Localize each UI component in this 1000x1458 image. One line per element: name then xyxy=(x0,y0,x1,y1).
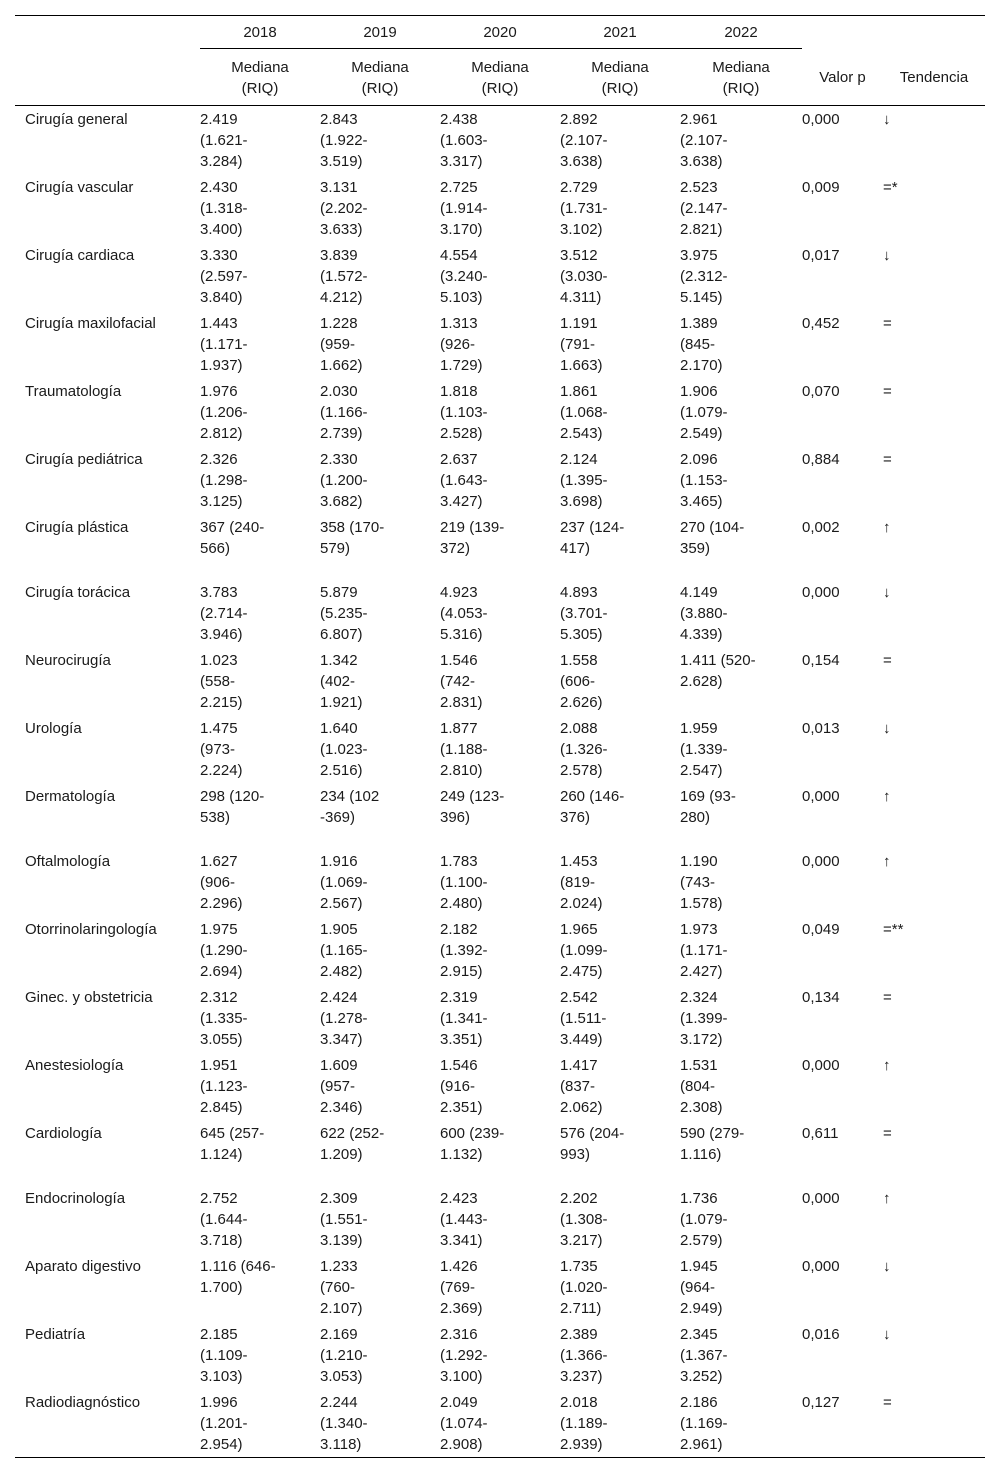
row-label: Dermatología xyxy=(25,788,116,805)
median-cell: 1.233 (760-2.107) xyxy=(320,1258,363,1317)
median-cell: 1.627 (906-2.296) xyxy=(200,853,243,912)
row-label: Traumatología xyxy=(25,383,122,400)
median-cell: 2.892 (2.107-3.638) xyxy=(560,111,608,170)
median-cell: 4.554 (3.240-5.103) xyxy=(440,247,488,306)
median-cell: 2.030 (1.166-2.739) xyxy=(320,383,368,442)
median-cell: 576 (204-993) xyxy=(560,1125,625,1163)
row-label: Cirugía plástica xyxy=(25,519,129,536)
median-cell: 219 (139-372) xyxy=(440,519,505,557)
median-cell: 1.996 (1.201-2.954) xyxy=(200,1394,248,1453)
median-cell: 1.640 (1.023-2.516) xyxy=(320,720,368,779)
median-cell: 1.313 (926-1.729) xyxy=(440,315,483,374)
row-label: Cirugía pediátrica xyxy=(25,451,143,468)
pvalue-cell: 0,134 xyxy=(802,989,840,1006)
median-cell: 1.735 (1.020-2.711) xyxy=(560,1258,608,1317)
table-row xyxy=(15,1120,985,1185)
trend-cell: = xyxy=(883,383,892,400)
median-cell: 1.736 (1.079-2.579) xyxy=(680,1190,728,1249)
trend-cell: = xyxy=(883,1125,892,1142)
median-cell: 1.965 (1.099-2.475) xyxy=(560,921,608,980)
median-cell: 3.975 (2.312-5.145) xyxy=(680,247,728,306)
row-label: Ginec. y obstetricia xyxy=(25,989,153,1006)
median-cell: 1.945 (964-2.949) xyxy=(680,1258,723,1317)
pvalue-cell: 0,000 xyxy=(802,1190,840,1207)
median-cell: 1.951 (1.123-2.845) xyxy=(200,1057,248,1116)
year-header: 2021 xyxy=(560,16,680,49)
row-label: Anestesiología xyxy=(25,1057,124,1074)
median-cell: 2.316 (1.292-3.100) xyxy=(440,1326,488,1385)
median-cell: 3.512 (3.030-4.311) xyxy=(560,247,608,306)
median-cell: 645 (257-1.124) xyxy=(200,1125,265,1163)
trend-cell: = xyxy=(883,652,892,669)
median-cell: 2.389 (1.366-3.237) xyxy=(560,1326,608,1385)
pvalue-cell: 0,154 xyxy=(802,652,840,669)
year-header: 2022 xyxy=(680,16,802,49)
pvalue-cell: 0,611 xyxy=(802,1125,839,1142)
median-cell: 237 (124-417) xyxy=(560,519,625,557)
pvalue-cell: 0,070 xyxy=(802,383,840,400)
trend-cell: =** xyxy=(883,921,904,938)
median-cell: 2.430 (1.318-3.400) xyxy=(200,179,248,238)
row-label: Urología xyxy=(25,720,82,737)
trend-cell: ↓ xyxy=(883,247,891,264)
median-cell: 4.893 (3.701-5.305) xyxy=(560,584,608,643)
pvalue-cell: 0,017 xyxy=(802,247,840,264)
median-cell: 260 (146-376) xyxy=(560,788,625,826)
median-cell: 2.124 (1.395-3.698) xyxy=(560,451,608,510)
corner-cell xyxy=(15,16,200,106)
trend-header: Tendencia xyxy=(899,69,969,86)
median-cell: 3.783 (2.714-3.946) xyxy=(200,584,248,643)
pvalue-cell: 0,049 xyxy=(802,921,840,938)
median-cell: 1.475 (973-2.224) xyxy=(200,720,243,779)
median-cell: 298 (120-538) xyxy=(200,788,265,826)
trend-cell: = xyxy=(883,989,892,1006)
median-cell: 1.190 (743-1.578) xyxy=(680,853,723,912)
median-cell: 358 (170-579) xyxy=(320,519,385,557)
median-cell: 2.049 (1.074-2.908) xyxy=(440,1394,488,1453)
median-cell: 2.424 (1.278-3.347) xyxy=(320,989,368,1048)
median-cell: 2.182 (1.392-2.915) xyxy=(440,921,488,980)
pvalue-cell: 0,013 xyxy=(802,720,840,737)
median-cell: 1.783 (1.100-2.480) xyxy=(440,853,488,912)
median-cell: 1.861 (1.068-2.543) xyxy=(560,383,608,442)
median-cell: 3.330 (2.597-3.840) xyxy=(200,247,248,306)
median-cell: 1.609 (957-2.346) xyxy=(320,1057,363,1116)
median-cell: 2.088 (1.326-2.578) xyxy=(560,720,608,779)
pvalue-cell: 0,002 xyxy=(802,519,840,536)
stat-header: Mediana (RIQ) xyxy=(351,59,409,97)
trend-cell: ↓ xyxy=(883,584,891,601)
median-cell: 2.637 (1.643-3.427) xyxy=(440,451,488,510)
table-row xyxy=(15,783,985,848)
stat-header: Mediana (RIQ) xyxy=(231,59,289,97)
data-table xyxy=(15,15,985,1458)
median-cell: 1.916 (1.069-2.567) xyxy=(320,853,368,912)
row-label: Otorrinolaringología xyxy=(25,921,157,938)
median-cell: 1.389 (845-2.170) xyxy=(680,315,723,374)
median-cell: 1.905 (1.165-2.482) xyxy=(320,921,368,980)
median-cell: 1.976 (1.206-2.812) xyxy=(200,383,248,442)
row-label: Cirugía cardiaca xyxy=(25,247,135,264)
table-row xyxy=(15,1321,985,1389)
median-cell: 1.417 (837-2.062) xyxy=(560,1057,603,1116)
median-cell: 622 (252-1.209) xyxy=(320,1125,385,1163)
median-cell: 2.244 (1.340-3.118) xyxy=(320,1394,368,1453)
trend-cell: = xyxy=(883,451,892,468)
pvalue-cell: 0,009 xyxy=(802,179,840,196)
median-cell: 2.542 (1.511-3.449) xyxy=(560,989,607,1048)
median-cell: 2.961 (2.107-3.638) xyxy=(680,111,728,170)
median-cell: 2.018 (1.189-2.939) xyxy=(560,1394,608,1453)
table-row xyxy=(15,1253,985,1321)
trend-cell: = xyxy=(883,315,892,332)
trend-cell: ↓ xyxy=(883,1326,891,1343)
median-cell: 2.169 (1.210-3.053) xyxy=(320,1326,368,1385)
median-cell: 2.096 (1.153-3.465) xyxy=(680,451,728,510)
table-row xyxy=(15,174,985,242)
median-cell: 1.342 (402-1.921) xyxy=(320,652,363,711)
median-cell: 2.729 (1.731-3.102) xyxy=(560,179,608,238)
row-label: Endocrinología xyxy=(25,1190,126,1207)
median-cell: 1.959 (1.339-2.547) xyxy=(680,720,728,779)
row-label: Pediatría xyxy=(25,1326,86,1343)
median-cell: 1.411 (520-2.628) xyxy=(680,652,756,690)
median-cell: 2.725 (1.914-3.170) xyxy=(440,179,488,238)
stat-header: Mediana (RIQ) xyxy=(471,59,529,97)
median-cell: 234 (102 -369) xyxy=(320,788,380,826)
year-header: 2018 xyxy=(200,16,320,49)
median-cell: 1.191 (791-1.663) xyxy=(560,315,603,374)
row-label: Oftalmología xyxy=(25,853,111,870)
pvalue-cell: 0,127 xyxy=(802,1394,840,1411)
median-cell: 2.186 (1.169-2.961) xyxy=(680,1394,728,1453)
median-cell: 3.131 (2.202-3.633) xyxy=(320,179,368,238)
median-cell: 1.228 (959-1.662) xyxy=(320,315,363,374)
row-label: Aparato digestivo xyxy=(25,1258,141,1275)
median-cell: 1.818 (1.103-2.528) xyxy=(440,383,488,442)
year-header: 2020 xyxy=(440,16,560,49)
median-cell: 249 (123-396) xyxy=(440,788,505,826)
table-row xyxy=(15,242,985,310)
pvalue-cell: 0,000 xyxy=(802,111,840,128)
year-header: 2019 xyxy=(320,16,440,49)
row-label: Cirugía general xyxy=(25,111,128,128)
pvalue-cell: 0,884 xyxy=(802,451,840,468)
row-label: Cirugía torácica xyxy=(25,584,131,601)
median-cell: 5.879 (5.235-6.807) xyxy=(320,584,368,643)
trend-cell: ↑ xyxy=(883,853,891,870)
table-row xyxy=(15,1389,985,1458)
median-cell: 2.419 (1.621-3.284) xyxy=(200,111,248,170)
median-cell: 2.309 (1.551-3.139) xyxy=(320,1190,368,1249)
median-cell: 1.906 (1.079-2.549) xyxy=(680,383,728,442)
median-cell: 2.843 (1.922-3.519) xyxy=(320,111,368,170)
trend-cell: =* xyxy=(883,179,898,196)
pvalue-header: Valor p xyxy=(819,69,866,86)
pvalue-cell: 0,452 xyxy=(802,315,840,332)
table-row xyxy=(15,1052,985,1120)
median-cell: 2.185 (1.109-3.103) xyxy=(200,1326,248,1385)
row-label: Cirugía vascular xyxy=(25,179,134,196)
median-cell: 2.202 (1.308-3.217) xyxy=(560,1190,608,1249)
table-row xyxy=(15,916,985,984)
median-cell: 1.443 (1.171-1.937) xyxy=(200,315,248,374)
median-cell: 1.877 (1.188-2.810) xyxy=(440,720,488,779)
median-cell: 1.546 (916-2.351) xyxy=(440,1057,483,1116)
median-cell: 1.558 (606-2.626) xyxy=(560,652,603,711)
table-body xyxy=(15,106,985,1458)
table-row xyxy=(15,647,985,715)
table-row xyxy=(15,1185,985,1253)
median-cell: 4.149 (3.880-4.339) xyxy=(680,584,728,643)
median-cell: 2.345 (1.367-3.252) xyxy=(680,1326,728,1385)
median-cell: 2.523 (2.147-2.821) xyxy=(680,179,728,238)
pvalue-cell: 0,000 xyxy=(802,584,840,601)
table-row xyxy=(15,848,985,916)
median-cell: 2.312 (1.335-3.055) xyxy=(200,989,248,1048)
row-label: Cirugía maxilofacial xyxy=(25,315,156,332)
median-cell: 600 (239-1.132) xyxy=(440,1125,505,1163)
median-cell: 1.546 (742-2.831) xyxy=(440,652,483,711)
median-cell: 1.975 (1.290-2.694) xyxy=(200,921,248,980)
median-cell: 2.438 (1.603-3.317) xyxy=(440,111,488,170)
row-label: Neurocirugía xyxy=(25,652,111,669)
stat-header: Mediana (RIQ) xyxy=(591,59,649,97)
table-row xyxy=(15,984,985,1052)
table-row xyxy=(15,310,985,378)
trend-cell: ↓ xyxy=(883,1258,891,1275)
trend-cell: ↓ xyxy=(883,720,891,737)
median-cell: 2.752 (1.644-3.718) xyxy=(200,1190,248,1249)
row-label: Cardiología xyxy=(25,1125,102,1142)
table-row xyxy=(15,446,985,514)
median-cell: 1.023 (558-2.215) xyxy=(200,652,243,711)
trend-cell: ↑ xyxy=(883,788,891,805)
pvalue-cell: 0,016 xyxy=(802,1326,840,1343)
median-cell: 1.116 (646-1.700) xyxy=(200,1258,276,1296)
trend-cell: ↑ xyxy=(883,1190,891,1207)
table-row xyxy=(15,378,985,446)
trend-cell: = xyxy=(883,1394,892,1411)
row-label: Radiodiagnóstico xyxy=(25,1394,141,1411)
pvalue-cell: 0,000 xyxy=(802,788,840,805)
median-cell: 1.453 (819-2.024) xyxy=(560,853,603,912)
median-cell: 367 (240-566) xyxy=(200,519,265,557)
table-row xyxy=(15,514,985,579)
trend-cell: ↓ xyxy=(883,111,891,128)
median-cell: 1.426 (769-2.369) xyxy=(440,1258,483,1317)
median-cell: 2.326 (1.298-3.125) xyxy=(200,451,248,510)
stat-header: Mediana (RIQ) xyxy=(712,59,770,97)
median-cell: 2.324 (1.399-3.172) xyxy=(680,989,728,1048)
median-cell: 1.973 (1.171-2.427) xyxy=(680,921,728,980)
pvalue-cell: 0,000 xyxy=(802,853,840,870)
pvalue-cell: 0,000 xyxy=(802,1258,840,1275)
table-header xyxy=(15,16,985,106)
median-cell: 590 (279-1.116) xyxy=(680,1125,745,1163)
table-row xyxy=(15,715,985,783)
trend-cell: ↑ xyxy=(883,519,891,536)
table-row xyxy=(15,106,985,175)
median-cell: 169 (93-280) xyxy=(680,788,736,826)
median-cell: 2.330 (1.200-3.682) xyxy=(320,451,368,510)
median-cell: 1.531 (804-2.308) xyxy=(680,1057,723,1116)
median-cell: 2.319 (1.341-3.351) xyxy=(440,989,488,1048)
median-cell: 3.839 (1.572-4.212) xyxy=(320,247,368,306)
table-row xyxy=(15,579,985,647)
median-cell: 4.923 (4.053-5.316) xyxy=(440,584,488,643)
trend-cell: ↑ xyxy=(883,1057,891,1074)
pvalue-cell: 0,000 xyxy=(802,1057,840,1074)
median-cell: 2.423 (1.443-3.341) xyxy=(440,1190,488,1249)
median-cell: 270 (104-359) xyxy=(680,519,745,557)
